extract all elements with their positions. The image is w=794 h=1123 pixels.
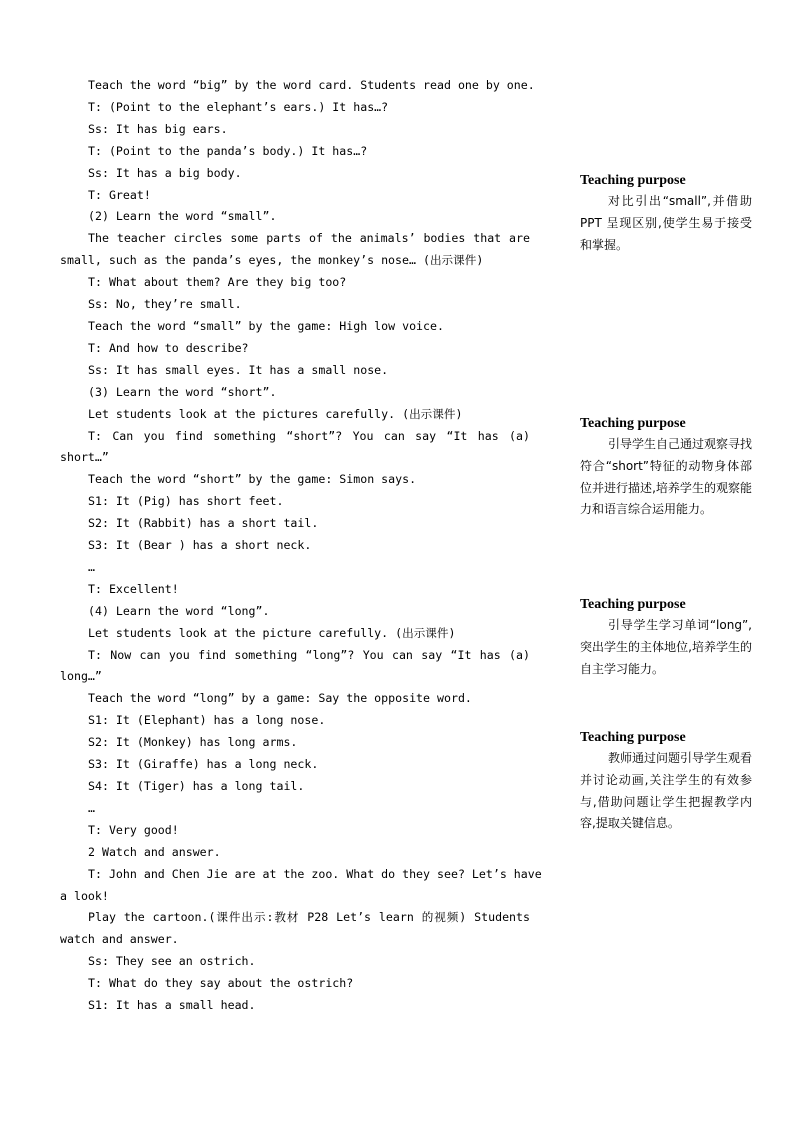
lesson-line: Ss: It has big ears. (88, 121, 228, 136)
lesson-line: The teacher circles some parts of the animals’ bodies that are (88, 231, 530, 246)
note-heading: Teaching purpose (580, 730, 686, 745)
lesson-line: S2: It (Rabbit) has a short tail. (88, 516, 319, 531)
lesson-line: T: And how to describe? (88, 340, 249, 355)
lesson-line: Play the cartoon.(课件出示:教材 P28 Let’s learn 的视频) Students (88, 910, 530, 925)
lesson-line: T: What about them? Are they big too? (88, 275, 347, 290)
lesson-line: S3: It (Giraffe) has a long neck. (88, 757, 319, 772)
lesson-line: T: Can you find something “short”? You can say “It has (a) (88, 428, 530, 443)
teaching-purpose-note-1 (580, 171, 752, 256)
note-body: 引导学生自己通过观察寻找符合“short”特征的动物身体部位并进行描述,培养学生的观察能力和语言综合运用能力。 (580, 437, 753, 517)
lesson-line: S2: It (Monkey) has long arms. (88, 735, 298, 750)
lesson-line: T: (Point to the elephant’s ears.) It has…? (88, 99, 389, 114)
lesson-line: Ss: It has a big body. (88, 165, 242, 180)
lesson-line: T: John and Chen Jie are at the zoo. What do they see? Let’s have (88, 866, 542, 881)
note-body: 教师通过问题引导学生观看并讨论动画,关注学生的有效参与,借助问题让学生把握教学内容,提取关键信息。 (580, 751, 753, 831)
lesson-procedure (60, 75, 542, 1017)
lesson-line: long…” (60, 669, 102, 684)
lesson-line: Ss: They see an ostrich. (88, 954, 256, 969)
lesson-line: (2) Learn the word “small”. (88, 209, 277, 224)
lesson-line: watch and answer. (60, 932, 179, 947)
note-heading: Teaching purpose (580, 173, 686, 188)
lesson-line: Let students look at the picture carefully. (出示课件) (88, 625, 456, 640)
lesson-line: S4: It (Tiger) has a long tail. (88, 779, 305, 793)
lesson-line: T: Excellent! (88, 581, 179, 596)
note-heading: Teaching purpose (580, 416, 686, 431)
lesson-line: Let students look at the pictures carefully. (出示课件) (88, 406, 463, 421)
lesson-line: Ss: No, they’re small. (88, 297, 242, 312)
lesson-line: (4) Learn the word “long”. (88, 603, 270, 618)
teaching-purpose-note-2 (580, 414, 752, 521)
note-body: 引导学生学习单词“long”,突出学生的主体地位,培养学生的自主学习能力。 (580, 618, 752, 676)
lesson-line: Teach the word “short” by the game: Simon says. (88, 472, 417, 487)
lesson-line: (3) Learn the word “short”. (88, 384, 277, 399)
note-heading: Teaching purpose (580, 597, 686, 612)
lesson-line: S3: It (Bear ) has a short neck. (88, 538, 312, 553)
lesson-line: … (88, 559, 95, 574)
lesson-line: T: Great! (88, 187, 151, 202)
lesson-line: 2 Watch and answer. (88, 844, 221, 859)
lesson-line: Teach the word “small” by the game: High low voice. (88, 318, 444, 333)
lesson-line: S1: It has a small head. (88, 998, 256, 1013)
lesson-line: … (88, 800, 95, 815)
lesson-line: Teach the word “long” by a game: Say the opposite word. (88, 691, 472, 706)
note-body: 对比引出“small”,并借助 PPT 呈现区别,使学生易于接受和掌握。 (580, 194, 752, 252)
lesson-line: Ss: It has small eyes. It has a small nose. (88, 362, 389, 377)
lesson-line: Teach the word “big” by the word card. Students read one by one. (88, 78, 535, 92)
teaching-purpose-note-3 (580, 595, 752, 680)
lesson-line: small, such as the panda’s eyes, the monkey’s nose… (出示课件) (60, 253, 484, 268)
lesson-line: a look! (60, 888, 109, 903)
lesson-line: T: Very good! (88, 822, 179, 837)
lesson-line: S1: It (Pig) has short feet. (88, 494, 284, 509)
lesson-line: T: (Point to the panda’s body.) It has…? (88, 143, 368, 158)
lesson-line: T: What do they say about the ostrich? (88, 976, 354, 991)
teaching-purpose-note-4 (580, 728, 752, 835)
lesson-line: short…” (60, 450, 109, 465)
lesson-line: T: Now can you find something “long”? You can say “It has (a) (88, 647, 530, 662)
lesson-line: S1: It (Elephant) has a long nose. (88, 713, 326, 728)
